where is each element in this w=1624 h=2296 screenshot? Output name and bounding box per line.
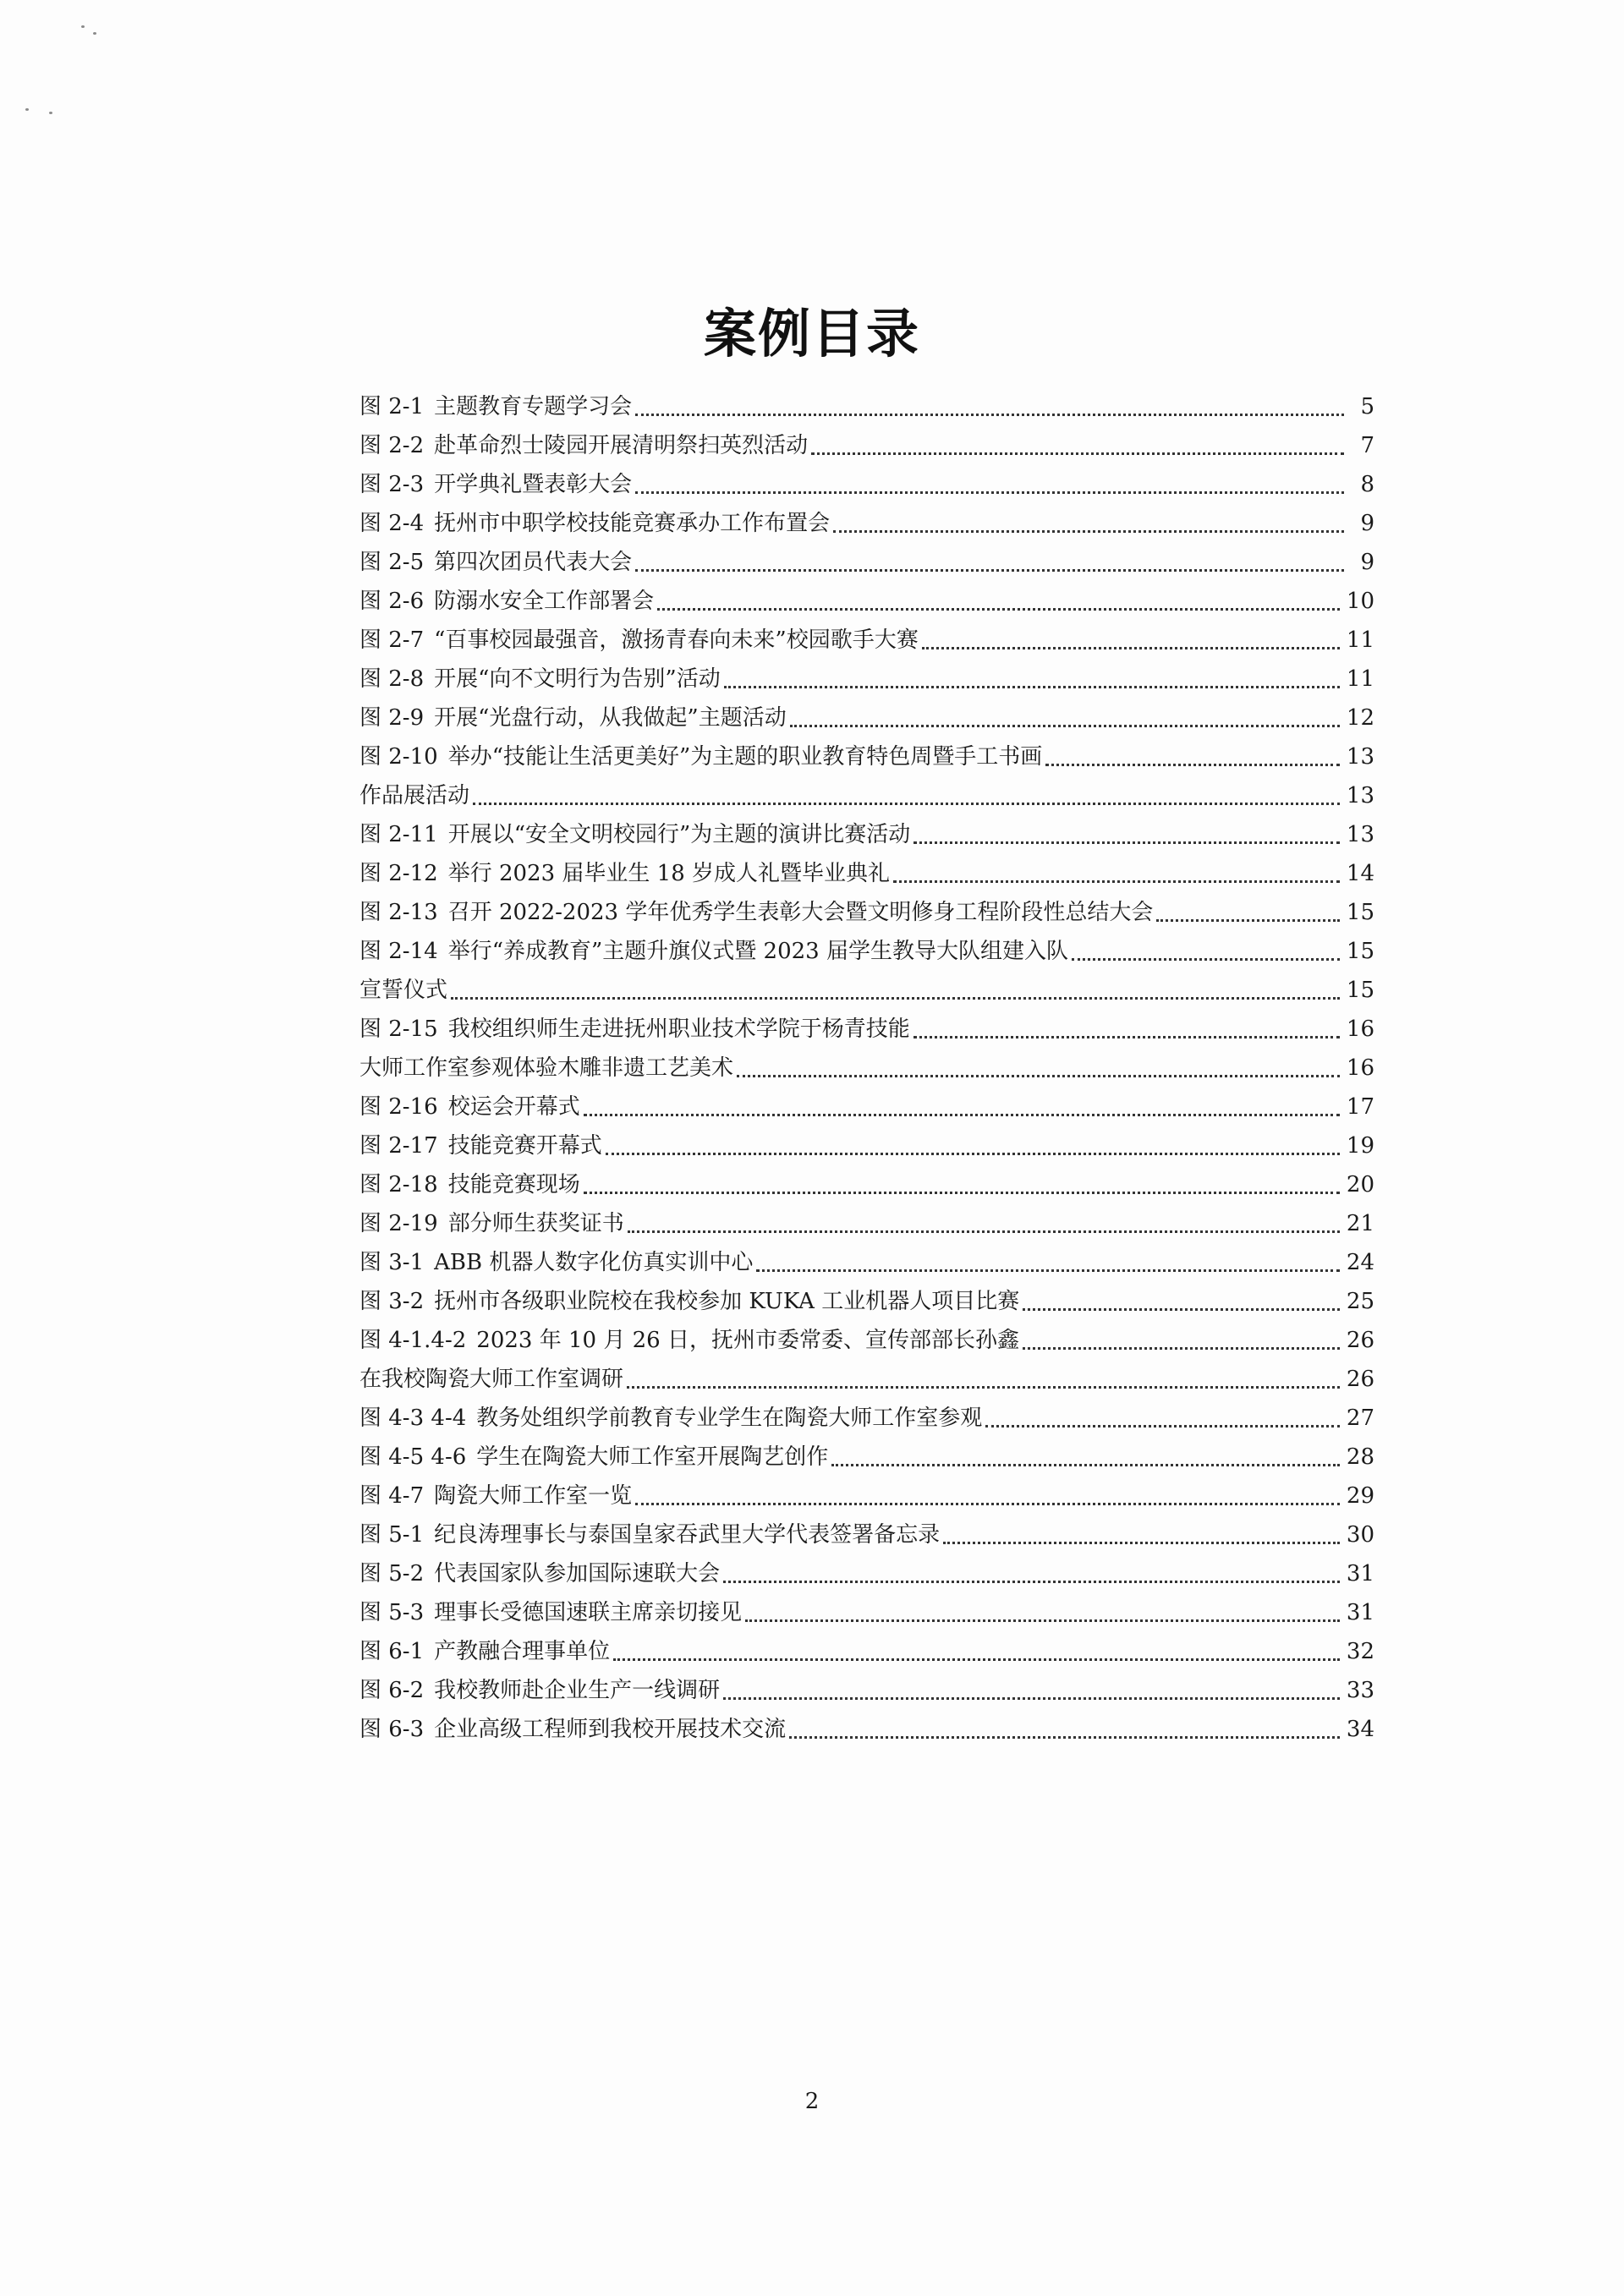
toc-entry[interactable] (359, 1204, 1374, 1243)
toc-page-number: 14 (1346, 861, 1374, 886)
figure-number: 图 2-17 (359, 1133, 438, 1159)
toc-page-number: 7 (1360, 433, 1374, 458)
figure-number: 图 2-5 (359, 550, 425, 575)
toc-entry-text (359, 1710, 786, 1749)
figure-number: 图 3-1 (359, 1250, 425, 1275)
figure-number: 图 2-15 (359, 1016, 438, 1042)
toc-page-number: 12 (1346, 705, 1374, 731)
toc-page-number: 20 (1346, 1172, 1374, 1197)
toc-entry[interactable] (359, 504, 1374, 543)
toc-entry[interactable] (359, 854, 1374, 893)
dot-leader (723, 1697, 1340, 1700)
dot-leader (1045, 764, 1340, 766)
figure-number: 图 2-8 (359, 666, 425, 692)
toc-entry[interactable] (359, 1282, 1374, 1321)
dot-leader (635, 569, 1344, 572)
scan-speck (93, 32, 96, 35)
toc-entry[interactable] (359, 1360, 1374, 1399)
toc-page-number: 32 (1346, 1639, 1374, 1664)
toc-entry-text (359, 699, 787, 737)
figure-caption: 部分师生获奖证书 (447, 1211, 624, 1236)
toc-entry[interactable] (359, 815, 1374, 854)
figure-caption: 2023 年 10 月 26 日，抚州市委常委、宣传部部长孙鑫 (476, 1328, 1019, 1353)
toc-entry[interactable] (359, 932, 1374, 971)
toc-entry-text (359, 1126, 602, 1165)
toc-entry[interactable] (359, 1671, 1374, 1710)
toc-page-number: 24 (1346, 1250, 1374, 1275)
figure-caption: 开展“光盘行动，从我做起”主题活动 (434, 705, 787, 731)
figure-number: 图 4-5 4-6 (359, 1444, 467, 1470)
toc-entry[interactable] (359, 1010, 1374, 1049)
toc-page-number: 15 (1346, 939, 1374, 964)
dot-leader (584, 1192, 1340, 1194)
figure-caption: 校运会开幕式 (447, 1094, 580, 1120)
toc-entry-text (359, 815, 910, 854)
toc-page-number: 13 (1346, 744, 1374, 770)
toc-page-number: 16 (1346, 1016, 1374, 1042)
figure-caption: 大师工作室参观体验木雕非遗工艺美术 (359, 1055, 734, 1081)
figure-number: 图 2-3 (359, 472, 425, 497)
toc-entry[interactable] (359, 1243, 1374, 1282)
toc-page-number: 11 (1346, 627, 1374, 653)
figure-number: 图 5-2 (359, 1561, 425, 1586)
figure-caption: 学生在陶瓷大师工作室开展陶艺创作 (476, 1444, 829, 1470)
toc-page-number: 26 (1346, 1328, 1374, 1353)
dot-leader (833, 530, 1344, 533)
figure-number: 图 2-14 (359, 939, 438, 964)
dot-leader (811, 452, 1344, 455)
toc-page-number: 34 (1346, 1717, 1374, 1742)
toc-entry[interactable] (359, 1438, 1374, 1477)
toc-entry[interactable] (359, 1399, 1374, 1438)
toc-entry-text (359, 660, 721, 699)
toc-entry-text (359, 1554, 720, 1593)
figure-number: 图 2-2 (359, 433, 425, 458)
toc-page-number: 33 (1346, 1678, 1374, 1703)
toc-page-number: 15 (1346, 900, 1374, 925)
dot-leader (789, 1736, 1340, 1739)
toc-entry-text (359, 1165, 580, 1204)
dot-leader (737, 1075, 1340, 1077)
figure-number: 图 5-3 (359, 1600, 425, 1625)
dot-leader (893, 880, 1340, 883)
toc-page-number: 9 (1360, 511, 1374, 536)
dot-leader (451, 997, 1340, 1000)
toc-entry-text (359, 1399, 982, 1438)
toc-entry[interactable] (359, 699, 1374, 737)
toc-entry-text (359, 1477, 632, 1515)
toc-entry-text (359, 1243, 753, 1282)
toc-page-number: 13 (1346, 822, 1374, 847)
toc-entry[interactable] (359, 1477, 1374, 1515)
toc-entry-text (359, 1360, 623, 1399)
figure-caption: 理事长受德国速联主席亲切接见 (434, 1600, 743, 1625)
scan-speck (81, 25, 85, 28)
figure-number: 图 2-7 (359, 627, 425, 653)
toc-entry[interactable] (359, 465, 1374, 504)
toc-entry[interactable] (359, 971, 1374, 1010)
figure-caption: 宣誓仪式 (359, 978, 448, 1003)
toc-entry[interactable] (359, 543, 1374, 582)
toc-page-number: 19 (1346, 1133, 1374, 1159)
toc-page-number: 17 (1346, 1094, 1374, 1120)
toc-entry-text (359, 387, 632, 426)
figure-number: 图 2-11 (359, 822, 438, 847)
toc-entry[interactable] (359, 1554, 1374, 1593)
toc-entry[interactable] (359, 737, 1374, 776)
toc-entry-text (359, 465, 632, 504)
toc-entry-text (359, 1515, 940, 1554)
figure-caption: 抚州市各级职业院校在我校参加 KUKA 工业机器人项目比赛 (434, 1289, 1020, 1314)
figure-caption: 技能竞赛现场 (447, 1172, 580, 1197)
toc-entry-text (359, 1088, 580, 1126)
figure-caption: 开学典礼暨表彰大会 (434, 472, 633, 497)
toc-entry-text (359, 1204, 624, 1243)
figure-number: 图 6-2 (359, 1678, 425, 1703)
figure-caption: 我校组织师生走进抚州职业技术学院于杨青技能 (447, 1016, 910, 1042)
figure-number: 图 4-1.4-2 (359, 1328, 467, 1353)
figure-number: 图 2-19 (359, 1211, 438, 1236)
figure-caption: 我校教师赴企业生产一线调研 (434, 1678, 721, 1703)
toc-page-number: 8 (1360, 472, 1374, 497)
toc-page-number: 11 (1346, 666, 1374, 692)
toc-entry-text (359, 1593, 742, 1632)
dot-leader (657, 608, 1340, 611)
figure-caption: 举办“技能让生活更美好”为主题的职业教育特色周暨手工书画 (447, 744, 1043, 770)
toc-entry-text (359, 1321, 1019, 1360)
toc-entry-text (359, 1671, 720, 1710)
toc-entry[interactable] (359, 387, 1374, 426)
toc-entry-text (359, 854, 890, 893)
toc-page-number: 29 (1346, 1483, 1374, 1509)
page-number: 2 (804, 2089, 820, 2114)
toc-entry[interactable] (359, 1165, 1374, 1204)
figure-caption: 教务处组织学前教育专业学生在陶瓷大师工作室参观 (476, 1406, 983, 1431)
toc-entry[interactable] (359, 426, 1374, 465)
dot-leader (628, 1230, 1340, 1233)
toc-entry-text (359, 971, 447, 1010)
toc-entry-text (359, 893, 1153, 932)
toc-entry[interactable] (359, 660, 1374, 699)
figure-caption: 举行 2023 届毕业生 18 岁成人礼暨毕业典礼 (447, 861, 890, 886)
figure-caption: ABB 机器人数字化仿真实训中心 (434, 1250, 754, 1275)
toc-entry-text (359, 737, 1042, 776)
dot-leader (943, 1542, 1340, 1544)
toc-entry[interactable] (359, 1126, 1374, 1165)
toc-page-number: 9 (1360, 550, 1374, 575)
toc-page-number: 10 (1346, 589, 1374, 614)
dot-leader (790, 725, 1340, 727)
figure-caption: 防溺水安全工作部署会 (434, 589, 655, 614)
toc-entry-text (359, 1632, 610, 1671)
figure-caption: 企业高级工程师到我校开展技术交流 (434, 1717, 787, 1742)
figure-number: 图 6-3 (359, 1717, 425, 1742)
figure-caption: 在我校陶瓷大师工作室调研 (359, 1367, 624, 1392)
toc-entry-text (359, 621, 919, 660)
figure-number: 图 2-6 (359, 589, 425, 614)
dot-leader (627, 1386, 1340, 1389)
dot-leader (1156, 919, 1340, 922)
toc-page-number: 13 (1346, 783, 1374, 808)
figure-caption: 召开 2022-2023 学年优秀学生表彰大会暨文明修身工程阶段性总结大会 (447, 900, 1154, 925)
dot-leader (922, 647, 1340, 649)
toc-page-number: 16 (1346, 1055, 1374, 1081)
toc-entry-text (359, 582, 654, 621)
figure-caption: 开展以“安全文明校园行”为主题的演讲比赛活动 (447, 822, 911, 847)
dot-leader (584, 1114, 1340, 1116)
figure-caption: 代表国家队参加国际速联大会 (434, 1561, 721, 1586)
toc-page-number: 5 (1360, 394, 1374, 419)
figure-caption: 第四次团员代表大会 (434, 550, 633, 575)
toc-entry[interactable] (359, 1049, 1374, 1088)
toc-page-number: 30 (1346, 1522, 1374, 1548)
dot-leader (745, 1619, 1340, 1622)
figure-number: 图 2-1 (359, 394, 425, 419)
figure-number: 图 2-10 (359, 744, 438, 770)
table-of-contents (359, 387, 1374, 1749)
toc-entry[interactable] (359, 1321, 1374, 1360)
figure-number: 图 2-18 (359, 1172, 438, 1197)
figure-number: 图 4-7 (359, 1483, 425, 1509)
toc-page-number: 25 (1346, 1289, 1374, 1314)
dot-leader (1072, 958, 1340, 961)
toc-entry-text (359, 1049, 733, 1088)
dot-leader (635, 491, 1344, 494)
dot-leader (613, 1658, 1340, 1661)
dot-leader (1023, 1347, 1340, 1350)
toc-entry-text (359, 1010, 910, 1049)
dot-leader (831, 1464, 1340, 1466)
figure-number: 图 2-12 (359, 861, 438, 886)
figure-caption: 举行“养成教育”主题升旗仪式暨 2023 届学生教导大队组建入队 (447, 939, 1068, 964)
dot-leader (635, 414, 1344, 416)
figure-number: 图 2-4 (359, 511, 425, 536)
toc-entry-text (359, 932, 1068, 971)
dot-leader (606, 1153, 1340, 1155)
figure-caption: 纪良涛理事长与泰国皇家吞武里大学代表签署备忘录 (434, 1522, 941, 1548)
figure-caption: 开展“向不文明行为告别”活动 (434, 666, 721, 692)
toc-entry-text (359, 1282, 1019, 1321)
figure-number: 图 3-2 (359, 1289, 425, 1314)
toc-entry[interactable] (359, 1710, 1374, 1749)
toc-entry[interactable] (359, 776, 1374, 815)
scan-speck (25, 108, 29, 111)
toc-entry-text (359, 504, 830, 543)
dot-leader (914, 1036, 1340, 1038)
toc-page-number: 31 (1346, 1600, 1374, 1625)
figure-caption: 主题教育专题学习会 (434, 394, 633, 419)
toc-entry[interactable] (359, 1632, 1374, 1671)
toc-entry-text (359, 776, 469, 815)
toc-entry[interactable] (359, 621, 1374, 660)
dot-leader (724, 686, 1340, 688)
page-title: 案例目录 (703, 303, 920, 364)
dot-leader (914, 841, 1340, 844)
dot-leader (635, 1503, 1340, 1505)
toc-page-number: 26 (1346, 1367, 1374, 1392)
figure-caption: 产教融合理事单位 (434, 1639, 611, 1664)
dot-leader (756, 1269, 1340, 1272)
scan-speck (49, 112, 52, 114)
toc-entry[interactable] (359, 582, 1374, 621)
toc-entry[interactable] (359, 1593, 1374, 1632)
figure-caption: “百事校园最强音，激扬青春向未来”校园歌手大赛 (434, 627, 919, 653)
dot-leader (1023, 1308, 1340, 1311)
figure-caption: 赴革命烈士陵园开展清明祭扫英烈活动 (434, 433, 809, 458)
figure-caption: 技能竞赛开幕式 (447, 1133, 602, 1159)
figure-number: 图 5-1 (359, 1522, 425, 1548)
toc-page-number: 31 (1346, 1561, 1374, 1586)
toc-entry[interactable] (359, 1088, 1374, 1126)
dot-leader (723, 1581, 1340, 1583)
dot-leader (985, 1425, 1340, 1427)
figure-number: 图 2-9 (359, 705, 425, 731)
toc-entry-text (359, 426, 808, 465)
toc-page-number: 21 (1346, 1211, 1374, 1236)
figure-number: 图 2-13 (359, 900, 438, 925)
figure-caption: 抚州市中职学校技能竞赛承办工作布置会 (434, 511, 831, 536)
toc-entry-text (359, 543, 632, 582)
toc-page-number: 27 (1346, 1406, 1374, 1431)
toc-entry[interactable] (359, 1515, 1374, 1554)
toc-entry[interactable] (359, 893, 1374, 932)
figure-caption: 陶瓷大师工作室一览 (434, 1483, 633, 1509)
toc-page-number: 15 (1346, 978, 1374, 1003)
figure-number: 图 6-1 (359, 1639, 425, 1664)
figure-number: 图 4-3 4-4 (359, 1406, 467, 1431)
figure-number: 图 2-16 (359, 1094, 438, 1120)
figure-caption: 作品展活动 (359, 783, 470, 808)
toc-page-number: 28 (1346, 1444, 1374, 1470)
toc-entry-text (359, 1438, 828, 1477)
dot-leader (473, 803, 1340, 805)
